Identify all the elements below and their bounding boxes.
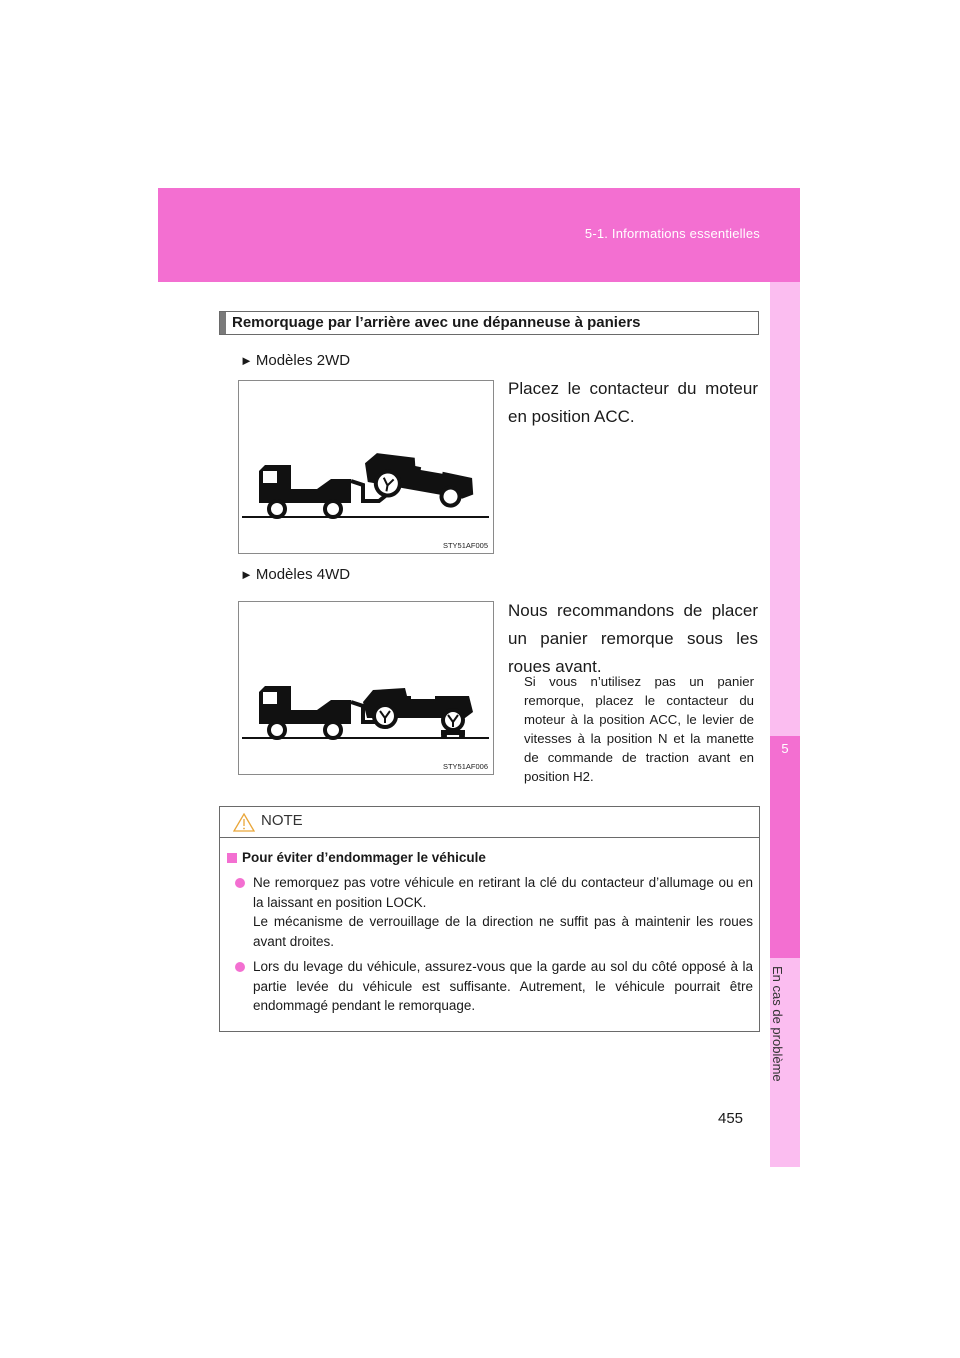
square-bullet-icon [227, 853, 237, 863]
section-title [219, 311, 759, 335]
chapter-section-title: 5-1. Informations essentielles [584, 226, 760, 241]
side-tab-label-box [771, 966, 799, 1166]
note-subtitle [227, 850, 486, 865]
figure-4wd-code: STY51AF006 [442, 762, 488, 771]
side-tab-active [770, 736, 800, 958]
model-4wd-heading [240, 566, 350, 583]
round-bullet-icon [235, 878, 245, 888]
model-4wd-small-text: Si vous n’utilisez pas un panier remorque, placez le contacteur du moteur à la position ACC, le levier de vitesses à la position N et la manette de commande de traction avant en position H2. [524, 674, 754, 784]
figure-2wd [238, 380, 494, 554]
side-tab-number: 5 [781, 741, 789, 756]
warning-triangle-icon [233, 813, 255, 832]
pointer-arrow-icon: ► [240, 353, 253, 368]
figure-2wd-code: STY51AF005 [442, 541, 488, 550]
figure-4wd [238, 601, 494, 775]
note-subtitle-text: Pour éviter d’endommager le véhicule [242, 850, 486, 865]
note-label: NOTE [261, 812, 303, 829]
model-2wd-text: Placez le contacteur du moteur en position ACC. [508, 379, 758, 426]
model-2wd-heading [240, 352, 350, 369]
note-header [220, 807, 759, 838]
note-item-line: Ne remorquez pas votre véhicule en retirant la clé du contacteur d’allumage ou en la laissant en position LOCK. [253, 875, 753, 910]
model-2wd-label: Modèles 2WD [255, 352, 351, 369]
section-title-bar [220, 312, 226, 334]
pointer-arrow-icon: ► [240, 567, 253, 582]
tow-truck-dolly-illustration [239, 602, 493, 774]
note-item [235, 873, 753, 951]
note-item-line: Lors du levage du véhicule, assurez-vous que la garde au sol du côté opposé à la partie levée du véhicule est suffisante. Autrement, le véhicule pourrait être endommagé pendant le remorquage. [253, 959, 753, 1013]
note-box [219, 806, 760, 1032]
tow-truck-wheel-lift-illustration [239, 381, 493, 553]
model-4wd-label: Modèles 4WD [255, 566, 351, 583]
side-tab-label: En cas de problème [770, 966, 785, 1082]
page-number: 455 [718, 1110, 744, 1127]
model-4wd-text: Nous recommandons de placer un panier remorque sous les roues avant. [508, 601, 758, 676]
section-title-text: Remorquage par l’arrière avec une dépanneuse à paniers [232, 314, 641, 331]
chapter-header-band [158, 188, 800, 282]
note-item [235, 957, 753, 1016]
note-item-line: Le mécanisme de verrouillage de la direction ne suffit pas à maintenir les roues avant droites. [253, 914, 753, 949]
round-bullet-icon [235, 962, 245, 972]
